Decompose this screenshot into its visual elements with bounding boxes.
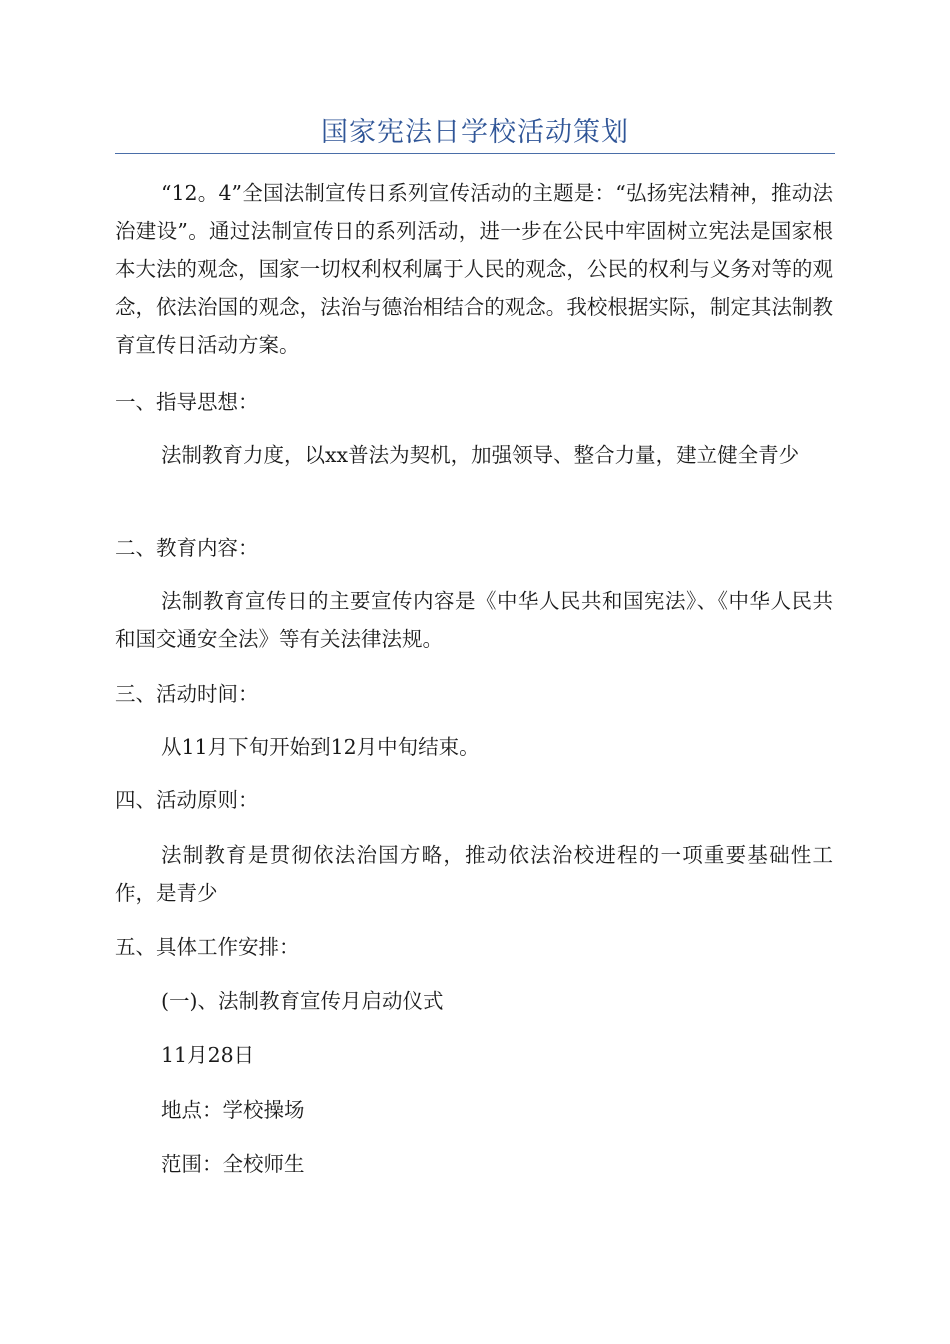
intro-paragraph: “12。4”全国法制宣传日系列宣传活动的主题是：“弘扬宪法精神，推动法治建设”。通过法制宣传日的系列活动，进一步在公民中牢固树立宪法是国家根本大法的观念，国家一切权利权利属于人民的观念，公民的权利与义务对等的观念，依法治国的观念，法治与德治相结合的观念。我校根据实际，制定其法制教育宣传日活动方案。	[115, 181, 833, 357]
document-title: 国家宪法日学校活动策划	[321, 117, 629, 148]
section-body-education-content: 法制教育宣传日的主要宣传内容是《中华人民共和国宪法》、《中华人民共和国交通安全法》等有关法律法规。	[115, 589, 833, 651]
section-body-activity-time: 从11月下旬开始到12月中旬结束。	[161, 735, 480, 759]
section-heading-education-content: 二、教育内容：	[115, 536, 259, 560]
section-heading-work-arrangement: 五、具体工作安排：	[115, 935, 300, 959]
section-body-guiding-thought: 法制教育力度，以xx普法为契机，加强领导、整合力量，建立健全青少	[161, 443, 800, 467]
item-scope: 范围：全校师生	[161, 1152, 305, 1176]
section-heading-guiding-thought: 一、指导思想：	[115, 390, 259, 414]
section-body-activity-principle: 法制教育是贯彻依法治国方略，推动依法治校进程的一项重要基础性工作，是青少	[115, 843, 833, 905]
item-title-launch-ceremony: (一)、法制教育宣传月启动仪式	[161, 989, 444, 1013]
item-date: 11月28日	[161, 1043, 255, 1067]
title-underline	[115, 153, 835, 154]
section-heading-activity-time: 三、活动时间：	[115, 682, 259, 706]
section-heading-activity-principle: 四、活动原则：	[115, 788, 259, 812]
item-location: 地点：学校操场	[161, 1098, 305, 1122]
